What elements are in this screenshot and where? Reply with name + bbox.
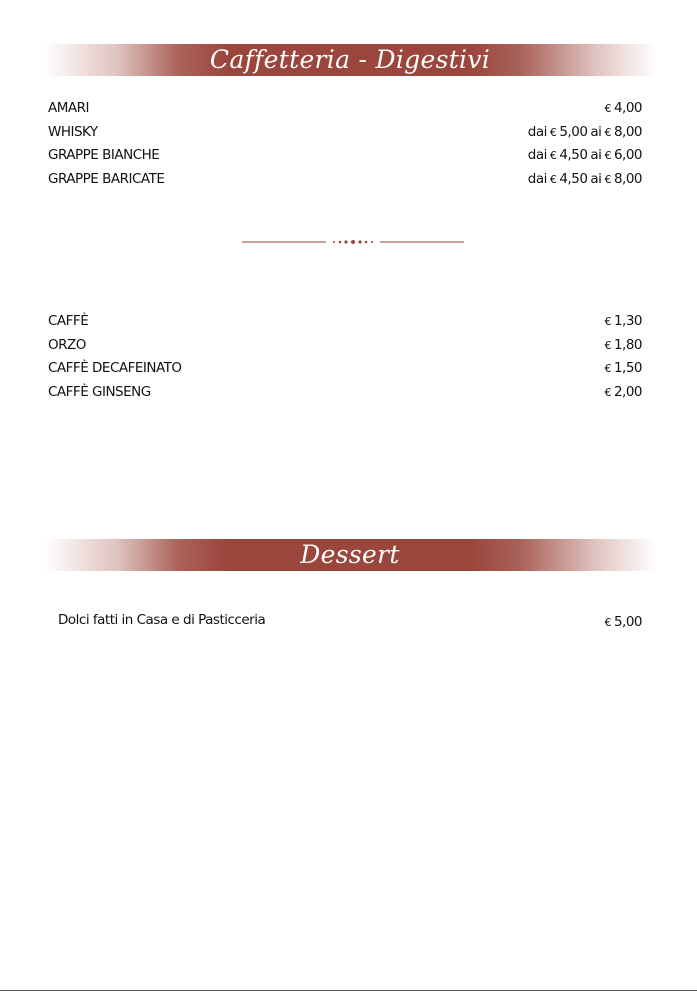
divider-dot-center: [351, 240, 355, 244]
menu-item-caffe-ginseng: [48, 382, 642, 406]
menu-item-amari: [48, 98, 642, 122]
divider-dot: [333, 241, 335, 243]
euro-symbol: €: [549, 125, 557, 139]
euro-symbol: €: [604, 385, 611, 399]
section-banner-caffetteria-digestivi: [44, 44, 656, 76]
menu-item-price: € 1,50: [604, 360, 642, 376]
menu-item-price-range: dai € 4,50 ai € 8,00: [527, 170, 642, 187]
menu-item-dolci: [58, 610, 642, 632]
caffetteria-price-list: [48, 311, 642, 405]
menu-item-caffe-decafeinato: [48, 358, 642, 382]
digestivi-price-list: [48, 98, 642, 192]
menu-item-caffe: [48, 311, 642, 335]
menu-item-price-range: dai € 4,50 ai € 6,00: [527, 147, 642, 163]
euro-symbol: €: [604, 125, 611, 139]
section-banner-dessert: [44, 539, 656, 571]
menu-item-name: AMARI: [48, 100, 89, 116]
menu-item-grappe-bianche: [48, 145, 642, 169]
menu-item-orzo: [48, 335, 642, 359]
euro-symbol: €: [604, 149, 611, 162]
euro-symbol: €: [549, 172, 557, 186]
menu-item-name: CAFFÈ GINSENG: [48, 383, 151, 400]
menu-item-name: GRAPPE BIANCHE: [48, 147, 160, 163]
divider-dot: [358, 240, 361, 243]
menu-item-name: CAFFÈ DECAFEINATO: [48, 360, 182, 376]
euro-symbol: €: [549, 149, 557, 162]
menu-item-whisky: [48, 122, 642, 146]
euro-symbol: €: [604, 315, 611, 328]
menu-item-name: CAFFÈ: [48, 313, 89, 329]
menu-item-price: € 2,00: [604, 383, 642, 400]
menu-item-price: € 5,00: [604, 614, 642, 630]
section-title-dessert: Dessert: [300, 540, 400, 569]
menu-item-price: € 4,00: [604, 100, 642, 116]
menu-item-grappe-baricate: [48, 169, 642, 193]
divider-dot: [344, 240, 347, 243]
divider-dot: [339, 241, 342, 244]
divider-dot: [365, 241, 368, 244]
euro-symbol: €: [604, 616, 611, 629]
divider-dot: [371, 241, 373, 243]
euro-symbol: €: [604, 362, 611, 375]
menu-item-price: € 1,80: [604, 336, 642, 353]
page-bottom-border: [0, 990, 697, 991]
euro-symbol: €: [604, 172, 611, 186]
menu-item-name: ORZO: [48, 336, 86, 353]
menu-item-name: WHISKY: [48, 123, 98, 140]
menu-item-name: Dolci fatti in Casa e di Pasticceria: [58, 612, 266, 628]
ornament-divider-icon: [242, 236, 464, 248]
menu-item-price-range: dai € 5,00 ai € 8,00: [527, 123, 642, 140]
menu-item-price: € 1,30: [604, 313, 642, 329]
menu-item-name: GRAPPE BARICATE: [48, 170, 165, 187]
section-title-caffetteria-digestivi: Caffetteria - Digestivi: [209, 45, 491, 74]
euro-symbol: €: [604, 338, 611, 352]
euro-symbol: €: [604, 102, 611, 115]
